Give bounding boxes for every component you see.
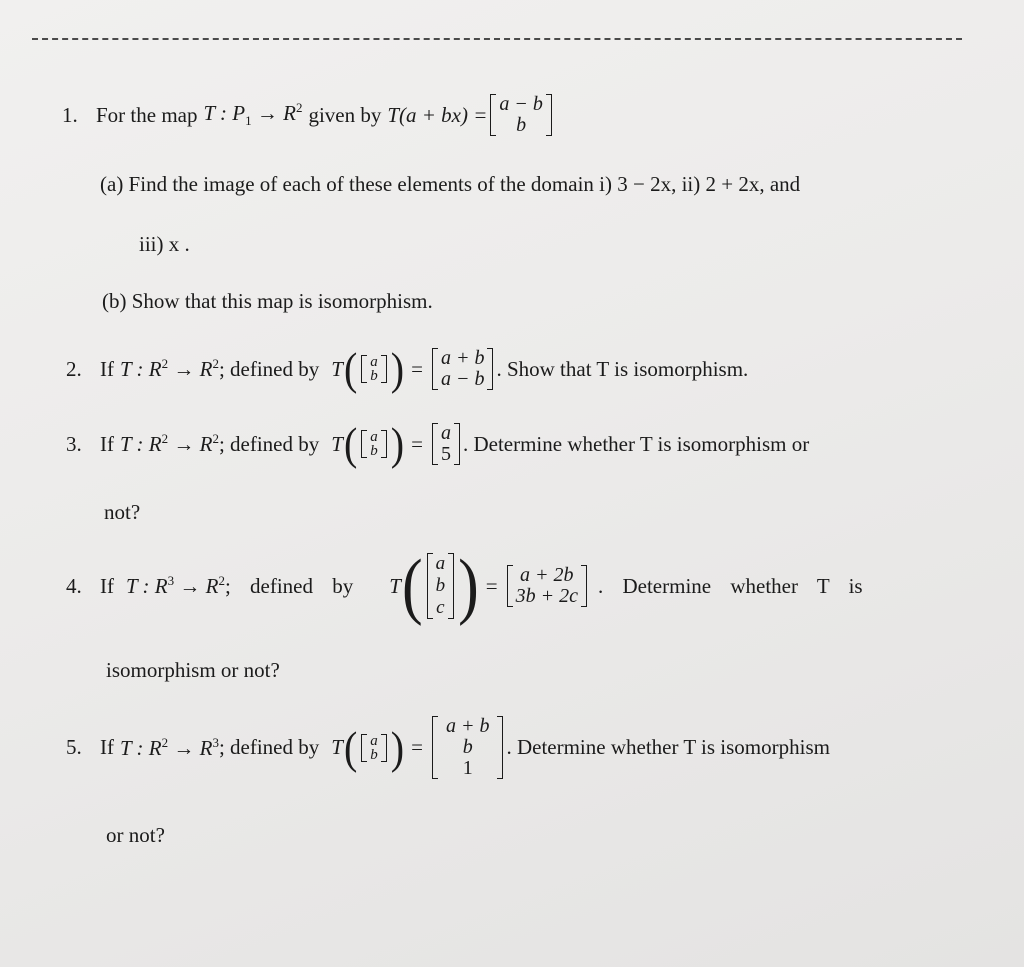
- question-continued: isomorphism or not?: [106, 658, 280, 682]
- question-4-cont: [106, 658, 280, 683]
- function-symbol: T: [331, 735, 343, 759]
- input-matrix: a b: [361, 430, 387, 458]
- part-a-continued: iii) x .: [139, 232, 190, 256]
- question-1: [62, 94, 555, 136]
- map-signature: T : $R^2 \to R^3$: [120, 734, 219, 760]
- question-number: 5.: [66, 735, 82, 759]
- output-matrix: a + 2b 3b + 2c: [507, 565, 587, 607]
- question-3: 3. If T : $R^2 \to R^2$ ; defined by T ( a b ) = a 5 . Determine whether T is isomorphism or: [66, 417, 810, 470]
- question-number: 4.: [66, 573, 82, 598]
- question-text: If: [100, 356, 114, 381]
- question-number: 1.: [62, 102, 78, 127]
- map-signature: T : $R^2 \to R^2$: [120, 356, 219, 381]
- dashed-separator: [32, 38, 962, 40]
- question-text: . Determine whether T is isomorphism or: [462, 431, 810, 456]
- question-text: If: [100, 573, 114, 598]
- question-text: ; defined by: [224, 573, 354, 598]
- question-text: ; defined by: [218, 356, 320, 381]
- question-continued: not?: [104, 500, 141, 524]
- question-text: ; defined by: [218, 735, 320, 759]
- question-text: . Show that T is isomorphism.: [496, 356, 749, 381]
- question-3-cont: [104, 500, 140, 525]
- map-signature: T : $P_1 \to R^2$: [203, 100, 303, 129]
- question-text: If: [100, 735, 114, 759]
- question-1a: [100, 172, 800, 197]
- output-matrix: a + b b 1: [432, 716, 504, 779]
- function-symbol: T: [331, 356, 343, 381]
- output-matrix: a + b a − b: [432, 348, 494, 390]
- question-text: If: [100, 431, 114, 456]
- question-number: 2.: [66, 356, 82, 381]
- output-matrix: a 5: [432, 423, 460, 465]
- part-a-text: (a) Find the image of each of these elements of the domain i) 3 − 2x, ii) 2 + 2x, and: [100, 172, 801, 196]
- input-matrix: a b: [361, 734, 387, 762]
- question-5: 5. If T : $R^2 \to R^3$ ; defined by T ( a b ) = a + b b 1 . Determine whether T is isomorphism: [66, 715, 830, 779]
- question-text: For the map: [96, 102, 198, 127]
- function-symbol: T: [389, 573, 401, 598]
- question-5-cont: [106, 823, 165, 848]
- question-text: . Determine whether T is isomorphism: [506, 735, 830, 759]
- part-b-text: (b) Show that this map is isomorphism.: [102, 289, 433, 313]
- map-signature: T : $R^2 \to R^2$: [120, 431, 219, 456]
- map-formula: T(a + bx) =: [387, 102, 488, 127]
- input-matrix: a b: [361, 355, 387, 383]
- question-1b: [102, 289, 433, 314]
- output-matrix: a − b b: [490, 94, 552, 136]
- question-text: ; defined by: [218, 431, 320, 456]
- map-signature: T : $R^3 \to R^2$: [126, 573, 225, 598]
- question-text: given by: [308, 102, 382, 127]
- question-2: 2. If T : $R^2 \to R^2$ ; defined by T ( a b ) = a + b a − b . Show that T is isomorphism.: [66, 342, 749, 395]
- input-matrix: a b c: [427, 553, 455, 619]
- function-symbol: T: [331, 431, 343, 456]
- question-1a-cont: [139, 232, 190, 257]
- question-4: 4. If T : $R^3 \to R^2$ ; defined by T ( a b c ) = a + 2b 3b + 2c . Determine whether T is: [66, 545, 863, 627]
- question-continued: or not?: [106, 823, 165, 847]
- question-text: . Determine whether T is: [597, 573, 863, 598]
- question-number: 3.: [66, 431, 82, 456]
